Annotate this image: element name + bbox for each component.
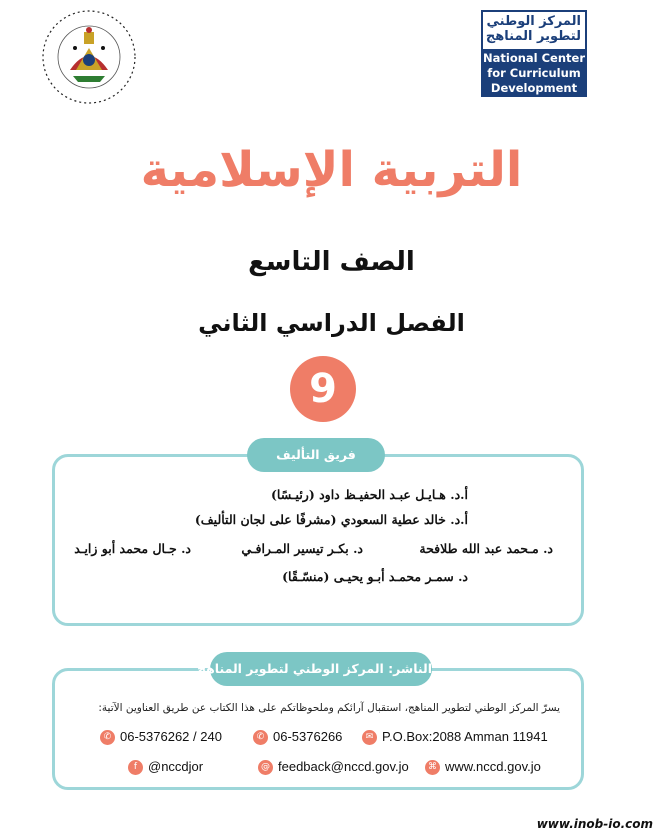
email-address[interactable]: feedback@nccd.gov.jo [278,759,409,774]
ministry-seal [40,8,138,106]
nccd-logo-english-band [483,49,585,95]
facebook-handle[interactable]: @nccdjor [148,759,204,774]
nccd-logo-english-line3: Development [490,81,578,95]
nccd-logo [481,10,587,97]
contact-pobox [362,728,548,746]
grade-number-badge: 9 [290,356,356,422]
pobox-address: P.O.Box:2088 Amman 11941 [382,729,548,744]
ministry-seal-emblem [40,8,138,106]
fax-icon: ✆ [253,730,268,745]
author-line: د. سمـر محمـد أبـو يحيـى (منسّـقًا) [282,569,468,584]
author-line: أ.د. هـايـل عبـد الحفيـظ داود (رئيـسًا) [271,487,468,502]
contact-phone [253,728,342,746]
email-icon: @ [258,760,273,775]
author-line: د. جـال محمد أبو زايـد [74,541,191,556]
book-title: التربية الإسلامية [140,142,523,198]
facebook-icon: f [128,760,143,775]
author-line: د. بكـر تيسير المـرافـي [241,541,363,556]
contact-facebook[interactable] [128,758,203,776]
mail-icon: ✉ [362,730,377,745]
author-line: د. مـحمد عبد الله طلافحة [419,541,553,556]
semester-title: الفصل الدراسي الثاني [198,309,465,337]
feedback-invitation: يسرّ المركز الوطني لتطوير المناهج، استقبال آرائكم وملحوظاتكم على هذا الكتاب عن طريق العناوين الآتية: [98,702,560,714]
contact-email[interactable] [258,758,409,776]
nccd-logo-arabic-line1: المركز الوطني [486,14,581,29]
nccd-logo-arabic-line2: لتطوير المناهج [485,29,581,44]
grade-title: الصف التاسع [248,247,415,277]
contact-fax [100,728,222,746]
phone-number: 06-5376266 [273,729,343,744]
fax-number: 06-5376262 / 240 [120,729,222,744]
link-icon: ⌘ [425,760,440,775]
nccd-logo-english-line1: National Center [483,51,586,65]
website-url[interactable]: www.nccd.gov.jo [445,759,541,774]
authors-heading: فريق التأليف [247,438,385,472]
publisher-heading: الناشر: المركز الوطني لتطوير المناهج [210,652,432,686]
author-line: أ.د. خالد عطية السعودي (مشرفًا على لجان التأليف) [194,512,468,527]
contact-website[interactable] [425,758,541,776]
watermark: www.inob-io.com [536,817,653,831]
phone-icon: ✆ [100,730,115,745]
nccd-logo-english-line2: for Curriculum [487,66,581,80]
